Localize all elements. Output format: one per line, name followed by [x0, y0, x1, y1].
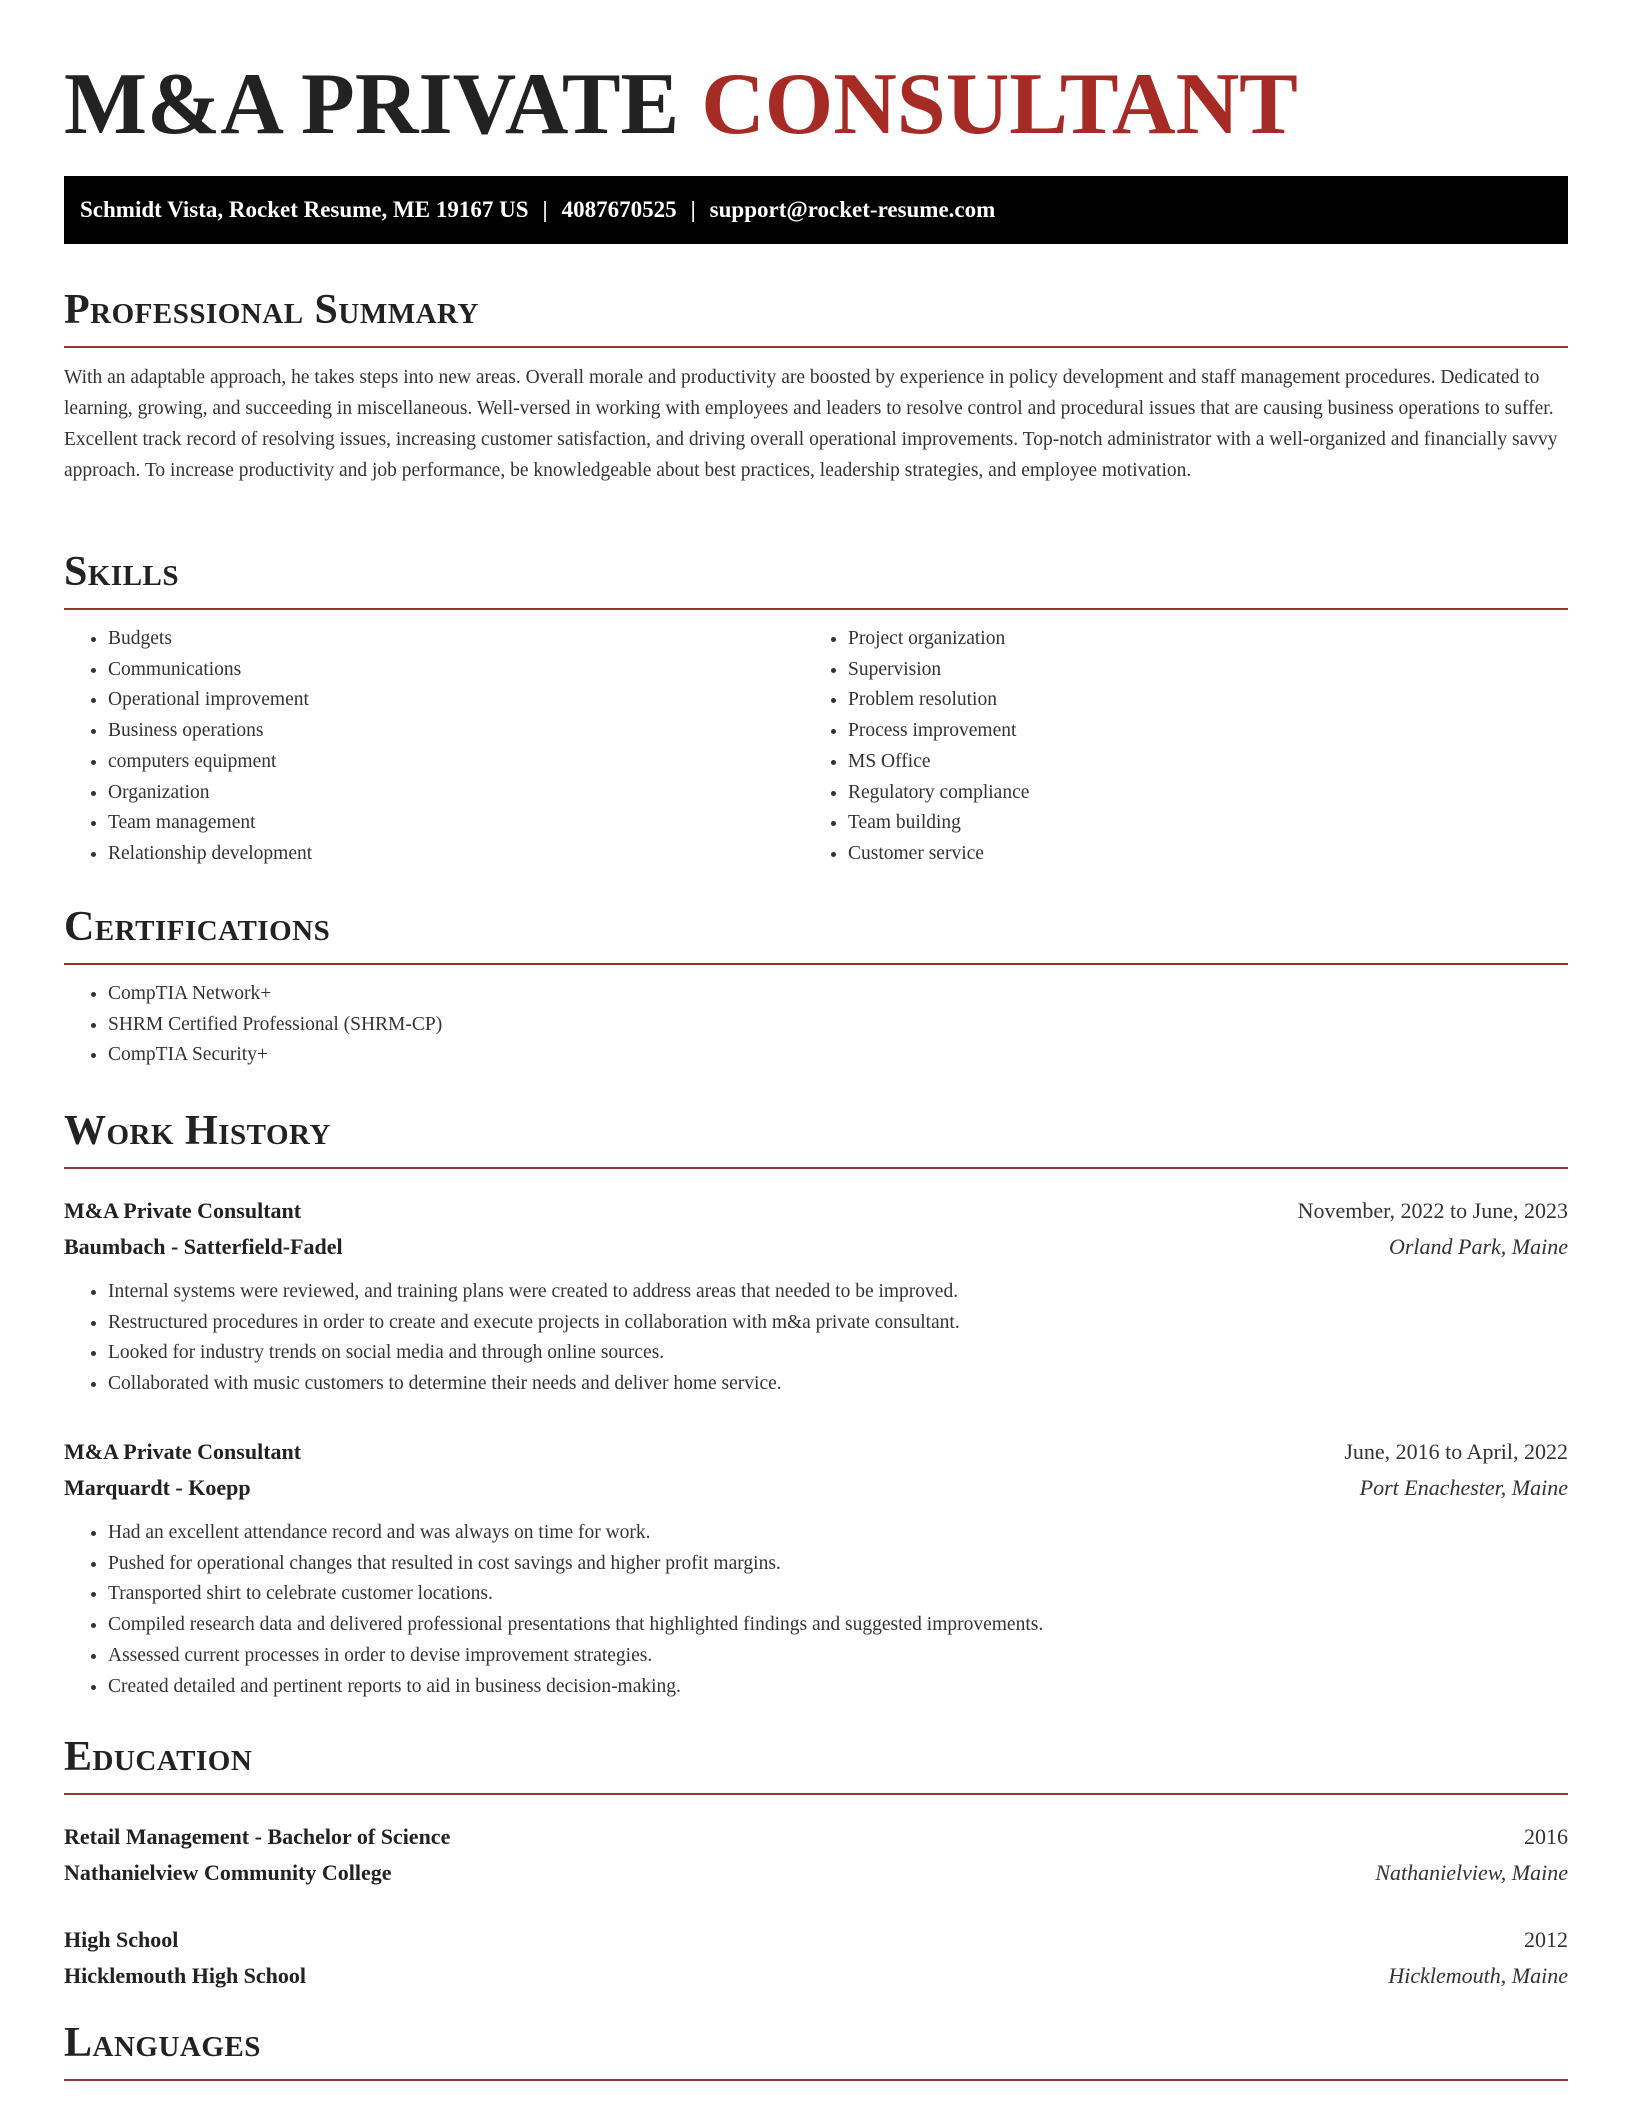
- skill-item: • Team building: [848, 808, 1544, 839]
- job-entry: [64, 1434, 1568, 1702]
- skills-column-left: [64, 624, 804, 870]
- job-header-row: [64, 1434, 1568, 1470]
- education-school-row: [64, 1958, 1568, 1994]
- summary-text: With an adaptable approach, he takes steps into new areas. Overall morale and productivity are boosted by experience in policy development and staff management procedures. Dedicated to learning, growing, and succeeding in miscellaneous. Well-versed in working with employees and leaders to resolve control and procedural issues that are causing business operations to suffer. Excellent track record of resolving issues, increasing customer satisfaction, and driving overall operational improvements. Top-notch administrator with a well-organized and financially savvy approach. To increase productivity and job performance, be knowledgeable about best practices, leadership strategies, and employee motivation.: [64, 367, 1558, 481]
- education-degree-row: [64, 1922, 1568, 1958]
- summary-heading: Professional Summary: [64, 280, 1568, 348]
- languages-section: [64, 2013, 1568, 2081]
- skills-list-right: [804, 624, 1544, 870]
- job-bullet: • Transported shirt to celebrate customer locations.: [108, 1579, 1568, 1610]
- skills-heading: Skills: [64, 542, 1568, 610]
- education-section: [64, 1727, 1568, 1795]
- job-location: Port Enachester, Maine: [1359, 1475, 1568, 1500]
- skill-item: • Operational improvement: [108, 685, 804, 716]
- education-year: 2016: [1524, 1824, 1568, 1849]
- skill-item: • Customer service: [848, 839, 1544, 870]
- education-school: Nathanielview Community College: [64, 1860, 392, 1885]
- job-title: M&A Private Consultant: [64, 1439, 302, 1464]
- contact-email: support@rocket-resume.com: [709, 197, 996, 222]
- certification-item: • CompTIA Security+: [108, 1040, 1568, 1071]
- resume-title: [64, 50, 1298, 160]
- certifications-list: [64, 979, 1568, 1071]
- skill-item: • Organization: [108, 778, 804, 809]
- certifications-heading: Certifications: [64, 897, 1568, 965]
- contact-separator: |: [690, 197, 696, 222]
- certifications-section: [64, 897, 1568, 1071]
- job-bullet: • Pushed for operational changes that resulted in cost savings and higher profit margins.: [108, 1549, 1568, 1580]
- education-school: Hicklemouth High School: [64, 1963, 307, 1988]
- job-bullet: • Internal systems were reviewed, and training plans were created to address areas that needed to be improved.: [108, 1277, 1568, 1308]
- contact-bar: [64, 176, 1568, 244]
- education-degree: High School: [64, 1927, 179, 1952]
- skill-item: • Supervision: [848, 655, 1544, 686]
- skill-item: • Project organization: [848, 624, 1544, 655]
- job-bullets: [64, 1518, 1568, 1702]
- job-bullet: • Collaborated with music customers to determine their needs and deliver home service.: [108, 1369, 1568, 1400]
- skill-item: • Problem resolution: [848, 685, 1544, 716]
- skill-item: • Budgets: [108, 624, 804, 655]
- job-bullet: • Created detailed and pertinent reports to aid in business decision-making.: [108, 1672, 1568, 1703]
- education-entry: [64, 1819, 1568, 1891]
- contact-address: Schmidt Vista, Rocket Resume, ME 19167 US: [80, 197, 529, 222]
- job-bullet: • Looked for industry trends on social media and through online sources.: [108, 1338, 1568, 1369]
- summary-section: [64, 280, 1568, 486]
- job-bullet: • Had an excellent attendance record and was always on time for work.: [108, 1518, 1568, 1549]
- job-bullet: • Compiled research data and delivered professional presentations that highlighted findings and suggested improvements.: [108, 1610, 1568, 1641]
- education-location: Hicklemouth, Maine: [1388, 1963, 1568, 1988]
- job-company-row: [64, 1229, 1568, 1265]
- education-degree-row: [64, 1819, 1568, 1855]
- job-location: Orland Park, Maine: [1388, 1234, 1568, 1259]
- education-school-row: [64, 1855, 1568, 1891]
- languages-heading: Languages: [64, 2013, 1568, 2081]
- skills-section: [64, 542, 1568, 870]
- education-year: 2012: [1524, 1927, 1568, 1952]
- skill-item: • Relationship development: [108, 839, 804, 870]
- job-title: M&A Private Consultant: [64, 1198, 302, 1223]
- title-part2: CONSULTANT: [701, 56, 1298, 153]
- work-history-heading: Work History: [64, 1101, 1568, 1169]
- skill-item: • Regulatory compliance: [848, 778, 1544, 809]
- job-dates: June, 2016 to April, 2022: [1344, 1439, 1568, 1464]
- education-entry: [64, 1922, 1568, 1994]
- education-heading: Education: [64, 1727, 1568, 1795]
- contact-phone: 4087670525: [561, 197, 677, 222]
- skill-item: • computers equipment: [108, 747, 804, 778]
- job-dates: November, 2022 to June, 2023: [1297, 1198, 1568, 1223]
- job-company-row: [64, 1470, 1568, 1506]
- job-entry: [64, 1193, 1568, 1400]
- work-history-section: [64, 1101, 1568, 1169]
- skills-column-right: [804, 624, 1544, 870]
- job-bullet: • Assessed current processes in order to devise improvement strategies.: [108, 1641, 1568, 1672]
- job-company: Baumbach - Satterfield-Fadel: [64, 1234, 343, 1259]
- skills-list-left: [64, 624, 804, 870]
- skill-item: • MS Office: [848, 747, 1544, 778]
- skill-item: • Process improvement: [848, 716, 1544, 747]
- education-location: Nathanielview, Maine: [1375, 1860, 1568, 1885]
- job-company: Marquardt - Koepp: [64, 1475, 251, 1500]
- skill-item: • Business operations: [108, 716, 804, 747]
- skill-item: • Communications: [108, 655, 804, 686]
- job-bullet: • Restructured procedures in order to create and execute projects in collaboration with m&a private consultant.: [108, 1308, 1568, 1339]
- certification-item: • CompTIA Network+: [108, 979, 1568, 1010]
- skill-item: • Team management: [108, 808, 804, 839]
- contact-separator: |: [542, 197, 548, 222]
- education-degree: Retail Management - Bachelor of Science: [64, 1824, 451, 1849]
- job-header-row: [64, 1193, 1568, 1229]
- title-part1: M&A PRIVATE: [64, 56, 680, 153]
- certification-item: • SHRM Certified Professional (SHRM-CP): [108, 1010, 1568, 1041]
- skills-columns: [64, 624, 1568, 870]
- job-bullets: [64, 1277, 1568, 1400]
